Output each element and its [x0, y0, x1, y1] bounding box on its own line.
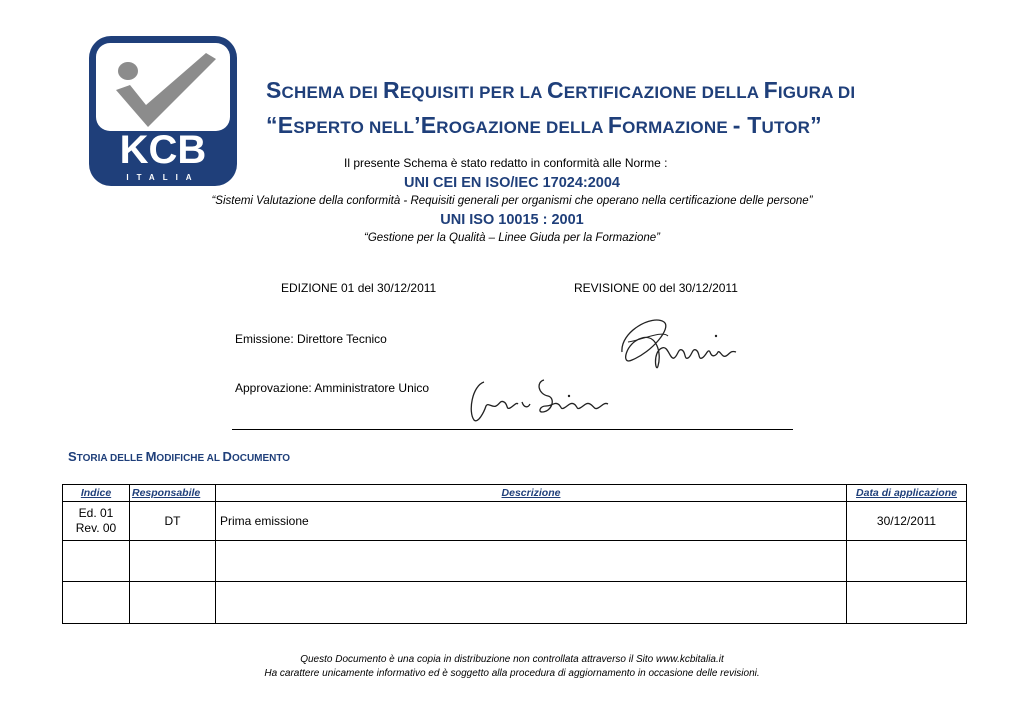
title-line-1: SCHEMA DEI REQUISITI PER LA CERTIFICAZIONE DELLA FIGURA DI: [266, 77, 856, 103]
cell-responsible: [130, 541, 216, 582]
header-responsible: Responsabile: [130, 485, 216, 502]
emission-text: Emissione: Direttore Tecnico: [235, 332, 387, 346]
administrator-signature: [466, 372, 612, 426]
footer-line-1: Questo Documento è una copia in distribuzione non controllata attraverso il Sito www.kcbitalia.it: [300, 654, 724, 665]
edition-text: EDIZIONE 01 del 30/12/2011: [281, 281, 437, 295]
cell-index: [63, 541, 130, 582]
table-row: [63, 582, 967, 624]
revision-text: REVISIONE 00 del 30/12/2011: [574, 281, 738, 295]
title-line-2: “ESPERTO NELL’EROGAZIONE DELLA FORMAZIONE - TUTOR”: [266, 112, 822, 138]
cell-date: [847, 541, 967, 582]
cell-index: [63, 582, 130, 624]
history-title: STORIA DELLE MODIFICHE AL DOCUMENTO: [68, 449, 291, 464]
cell-date: 30/12/2011: [847, 502, 967, 541]
table-row: [63, 541, 967, 582]
cell-index: Ed. 01 Rev. 00: [63, 502, 130, 541]
cell-date: [847, 582, 967, 624]
standard-10015-description: “Gestione per la Qualità – Linee Giuda per la Formazione”: [364, 232, 660, 244]
standard-17024-description: “Sistemi Valutazione della conformità - Requisiti generali per organismi che operano nella certificazione delle persone”: [211, 195, 813, 207]
logo-brand-text: KCB: [119, 128, 207, 172]
cell-responsible: [130, 582, 216, 624]
signature-divider: [232, 429, 793, 430]
footer-line-2: Ha carattere unicamente informativo ed è soggetto alla procedura di aggiornamento in occasione delle revisioni.: [264, 668, 760, 679]
standard-10015: UNI ISO 10015 : 2001: [440, 212, 584, 228]
table-row: [63, 502, 967, 541]
header-index: Indice: [63, 485, 130, 502]
history-table-header: [63, 485, 967, 502]
header-description: Descrizione: [216, 485, 847, 502]
logo-country-text: ITALIA: [126, 173, 200, 182]
technical-director-signature: [612, 312, 742, 378]
cell-description: [216, 541, 847, 582]
approval-text: Approvazione: Amministratore Unico: [235, 381, 430, 395]
cell-description: Prima emissione: [216, 502, 847, 541]
cell-description: [216, 582, 847, 624]
standard-17024: UNI CEI EN ISO/IEC 17024:2004: [404, 175, 620, 191]
header-date: Data di applicazione: [847, 485, 967, 502]
kcb-logo: [88, 35, 238, 187]
history-table: [62, 484, 967, 624]
norms-intro: Il presente Schema è stato redatto in conformità alle Norme :: [344, 156, 668, 170]
cell-responsible: DT: [130, 502, 216, 541]
